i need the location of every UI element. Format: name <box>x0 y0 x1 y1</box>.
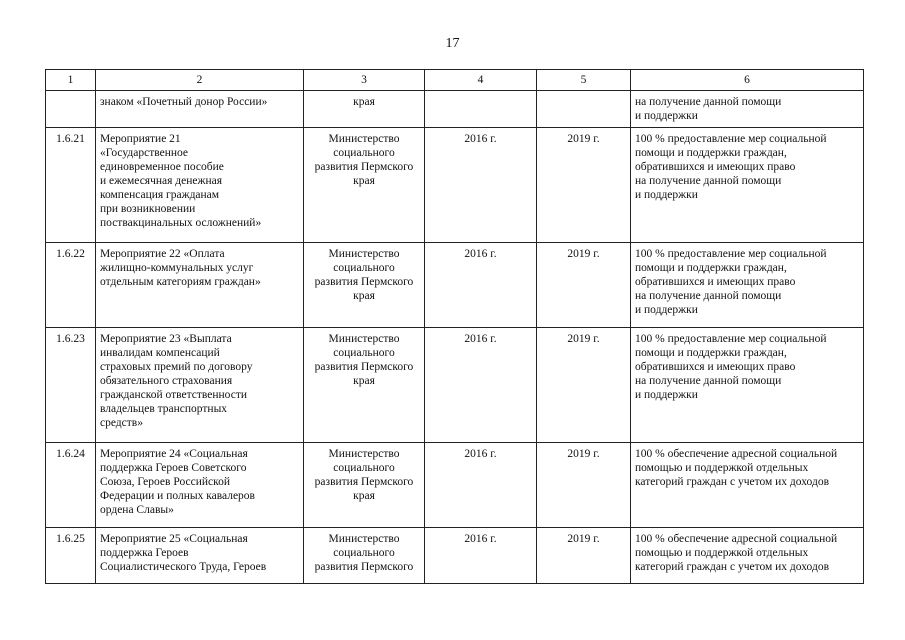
table-header-row <box>46 70 864 91</box>
activities-table <box>45 69 864 584</box>
row-number-cell <box>46 91 96 128</box>
start-date-cell: 2016 г. <box>425 243 537 328</box>
column-header: 2 <box>96 70 304 91</box>
start-date-cell: 2016 г. <box>425 328 537 443</box>
result-cell: 100 % предоставление мер социальной помощи и поддержки граждан, обратившихся и имеющих право на получение данной помощи и поддержки <box>631 328 864 443</box>
executor-cell: края <box>304 91 425 128</box>
result-cell: 100 % обеспечение адресной социальной помощью и поддержкой отдельных категорий граждан с учетом их доходов <box>631 443 864 528</box>
column-header: 5 <box>537 70 631 91</box>
row-number-cell: 1.6.25 <box>46 528 96 584</box>
start-date-cell <box>425 91 537 128</box>
executor-cell: Министерство социального развития Пермского края <box>304 128 425 243</box>
executor-cell: Министерство социального развития Пермского края <box>304 328 425 443</box>
column-header: 3 <box>304 70 425 91</box>
table-row <box>46 128 864 243</box>
result-cell: 100 % обеспечение адресной социальной помощью и поддержкой отдельных категорий граждан с учетом их доходов <box>631 528 864 584</box>
table-row <box>46 328 864 443</box>
start-date-cell: 2016 г. <box>425 128 537 243</box>
row-number-cell: 1.6.23 <box>46 328 96 443</box>
result-cell: 100 % предоставление мер социальной помощи и поддержки граждан, обратившихся и имеющих право на получение данной помощи и поддержки <box>631 243 864 328</box>
activity-name-cell: Мероприятие 24 «Социальная поддержка Героев Советского Союза, Героев Российской Федерации и полных кавалеров ордена Славы» <box>96 443 304 528</box>
table-row <box>46 443 864 528</box>
end-date-cell: 2019 г. <box>537 128 631 243</box>
activity-name-cell: Мероприятие 21 «Государственное единовременное пособие и ежемесячная денежная компенсация гражданам при возникновении поствакцинальных осложнений» <box>96 128 304 243</box>
executor-cell: Министерство социального развития Пермского края <box>304 243 425 328</box>
row-number-cell: 1.6.22 <box>46 243 96 328</box>
end-date-cell: 2019 г. <box>537 243 631 328</box>
start-date-cell: 2016 г. <box>425 528 537 584</box>
end-date-cell: 2019 г. <box>537 528 631 584</box>
result-cell: 100 % предоставление мер социальной помощи и поддержки граждан, обратившихся и имеющих право на получение данной помощи и поддержки <box>631 128 864 243</box>
row-number-cell: 1.6.21 <box>46 128 96 243</box>
executor-cell: Министерство социального развития Пермского края <box>304 443 425 528</box>
row-number-cell: 1.6.24 <box>46 443 96 528</box>
table-row <box>46 243 864 328</box>
end-date-cell: 2019 г. <box>537 328 631 443</box>
page-number: 17 <box>445 36 460 51</box>
activity-name-cell: Мероприятие 22 «Оплата жилищно-коммунальных услуг отдельным категориям граждан» <box>96 243 304 328</box>
end-date-cell: 2019 г. <box>537 443 631 528</box>
executor-cell: Министерство социального развития Пермского <box>304 528 425 584</box>
start-date-cell: 2016 г. <box>425 443 537 528</box>
column-header: 1 <box>46 70 96 91</box>
activity-name-cell: Мероприятие 23 «Выплата инвалидам компенсаций страховых премий по договору обязательного страхования гражданской ответственности владельцев транспортных средств» <box>96 328 304 443</box>
table-row <box>46 528 864 584</box>
result-cell: на получение данной помощи и поддержки <box>631 91 864 128</box>
activity-name-cell: Мероприятие 25 «Социальная поддержка Героев Социалистического Труда, Героев <box>96 528 304 584</box>
table-row <box>46 91 864 128</box>
column-header: 6 <box>631 70 864 91</box>
end-date-cell <box>537 91 631 128</box>
activity-name-cell: знаком «Почетный донор России» <box>96 91 304 128</box>
column-header: 4 <box>425 70 537 91</box>
